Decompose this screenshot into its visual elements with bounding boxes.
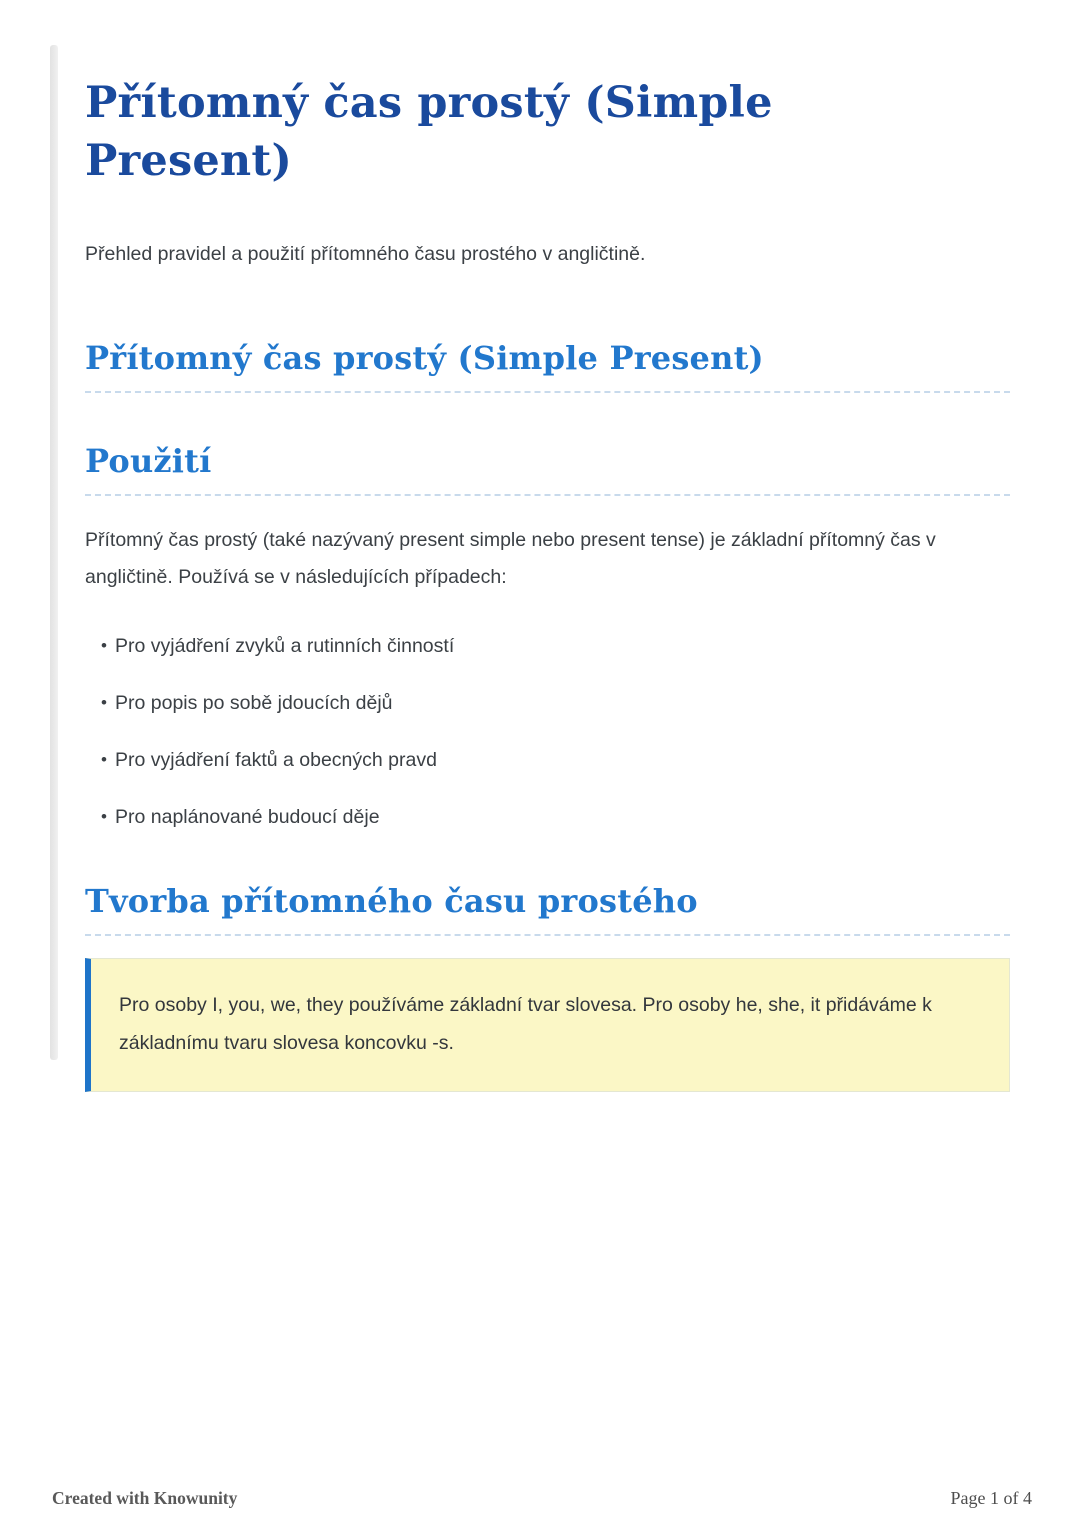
usage-bullet-list <box>85 634 1010 829</box>
footer-page-indicator: Page 1 of 4 <box>950 1488 1032 1508</box>
section-heading-overview: Přítomný čas prostý (Simple Present) <box>85 338 1010 393</box>
footer-branding: Created with Knowunity <box>52 1488 238 1508</box>
list-item: • Pro vyjádření faktů a obecných pravd <box>115 748 1010 772</box>
list-item: • Pro popis po sobě jdoucích dějů <box>115 691 1010 715</box>
left-accent-bar <box>50 45 58 1060</box>
section-heading-formation: Tvorba přítomného času prostého <box>85 881 1010 936</box>
list-item: • Pro vyjádření zvyků a rutinních činností <box>115 634 1010 658</box>
document-title: Přítomný čas prostý (Simple Present) <box>85 78 773 186</box>
document-summary: Přehled pravidel a použití přítomného času prostého v angličtině. <box>85 243 646 265</box>
list-item: • Pro naplánované budoucí děje <box>115 805 1010 829</box>
section-heading-usage: Použití <box>85 441 1010 496</box>
highlight-callout-box <box>85 958 1010 1092</box>
usage-intro-paragraph: Přítomný čas prostý (také nazývaný present simple nebo present tense) je základní přítomný čas v angličtině. Používá se v následujících případech: <box>85 529 936 588</box>
callout-text: Pro osoby I, you, we, they používáme základní tvar slovesa. Pro osoby he, she, it přidáváme k základnímu tvaru slovesa koncovku -s. <box>119 994 932 1054</box>
document-content <box>85 74 1010 1092</box>
